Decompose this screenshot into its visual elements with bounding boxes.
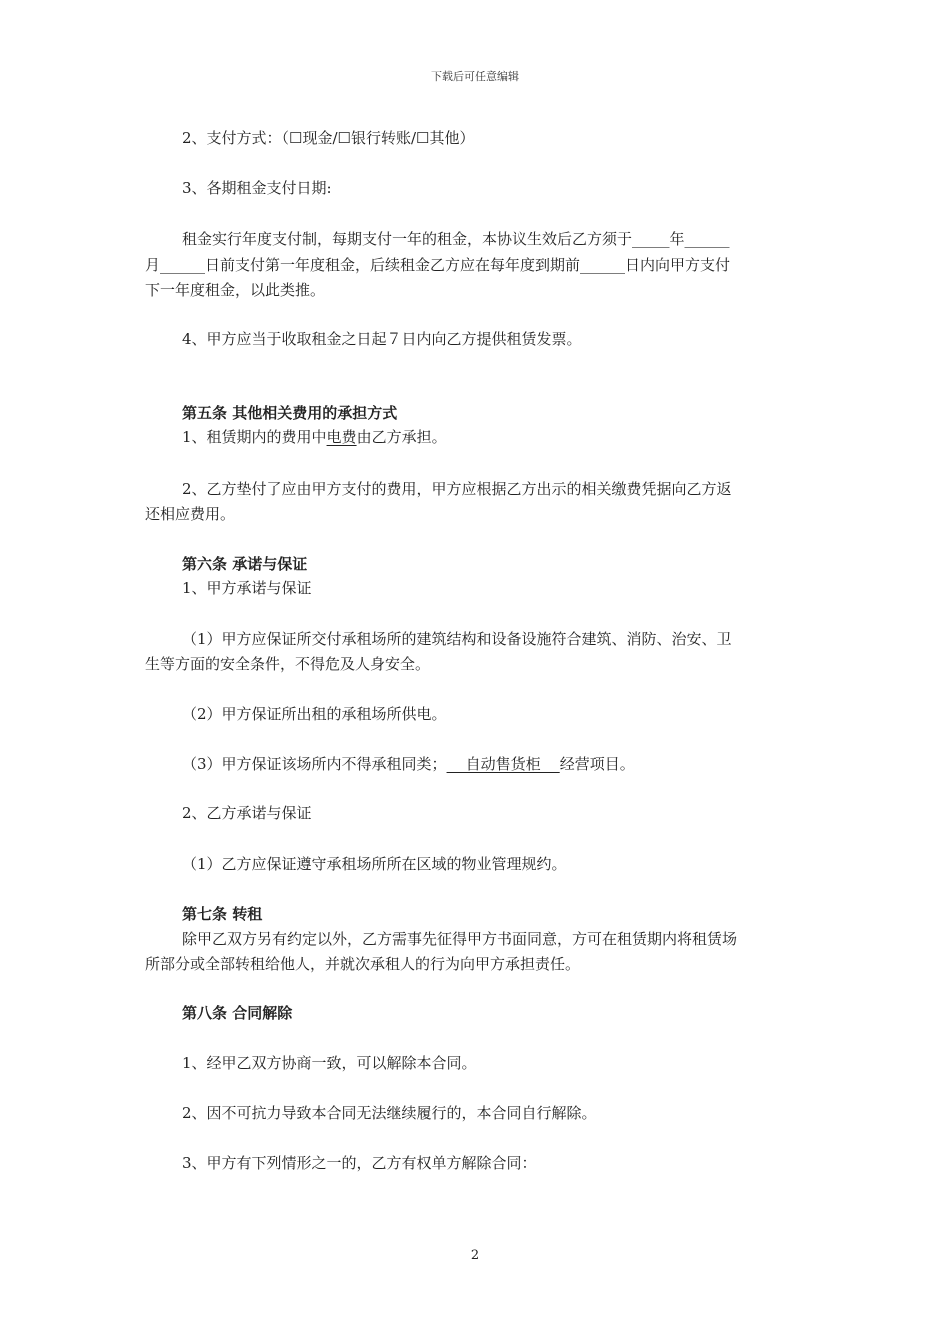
guarantee-3-suffix: 经营项目。 (559, 755, 635, 773)
vending-machine-item: 自动售货柜 (446, 755, 560, 773)
article-5-item-2-line-2: 还相应费用。 (145, 505, 236, 523)
sublease-line-2: 所部分或全部转租给他人，并就次承租人的行为向甲方承担责任。 (145, 955, 581, 973)
article-5-item-1 (182, 424, 842, 450)
payment-date-heading: 3、各期租金支付日期: (182, 179, 332, 197)
payment-method: 2、支付方式：（☐现金/☐银行转账/☐其他） (182, 129, 475, 147)
article-8-heading: 第八条 合同解除 (182, 1004, 293, 1022)
sublease-line-1: 除甲乙双方另有约定以外，乙方需事先征得甲方书面同意，方可在租赁期内将租赁场 (182, 930, 738, 948)
fees-text-before: 1、租赁期内的费用中 (182, 428, 327, 446)
article-5-heading: 第五条 其他相关费用的承担方式 (182, 404, 398, 422)
termination-item-1: 1、经甲乙双方协商一致，可以解除本合同。 (182, 1054, 477, 1072)
page-number: 2 (470, 1248, 480, 1263)
party-b-guarantee-heading: 2、乙方承诺与保证 (182, 804, 312, 822)
party-b-guarantee-1: （1）乙方应保证遵守承租场所所在区域的物业管理规约。 (182, 855, 567, 873)
termination-item-2: 2、因不可抗力导致本合同无法继续履行的，本合同自行解除。 (182, 1104, 597, 1122)
rent-paragraph-line-2: 月______日前支付第一年度租金，后续租金乙方应在每年度到期前______日内向甲方支付 (145, 256, 731, 274)
rent-paragraph-line-3: 下一年度租金，以此类推。 (145, 281, 326, 299)
article-6-heading: 第六条 承诺与保证 (182, 555, 308, 573)
party-a-guarantee-1-line-1: （1）甲方应保证所交付承租场所的建筑结构和设备设施符合建筑、消防、治安、卫 (182, 630, 732, 648)
rent-paragraph-line-1: 租金实行年度支付制，每期支付一年的租金，本协议生效后乙方须于_____年______ (182, 230, 730, 248)
party-a-guarantee-1-line-2: 生等方面的安全条件，不得危及人身安全。 (145, 655, 431, 673)
guarantee-3-text: （3）甲方保证该场所内不得承租同类； (182, 755, 447, 773)
page-header: 下载后可任意编辑 (431, 70, 519, 83)
fees-item-electricity: 电费 (326, 428, 357, 446)
invoice-clause: 4、甲方应当于收取租金之日起７日内向乙方提供租赁发票。 (182, 330, 582, 348)
party-a-guarantee-3 (182, 751, 842, 777)
article-7-heading: 第七条 转租 (182, 905, 263, 923)
party-a-guarantee-heading: 1、甲方承诺与保证 (182, 579, 312, 597)
fees-text-after: 由乙方承担。 (356, 428, 447, 446)
party-a-guarantee-2: （2）甲方保证所出租的承租场所供电。 (182, 705, 447, 723)
article-5-item-2-line-1: 2、乙方垫付了应由甲方支付的费用，甲方应根据乙方出示的相关缴费凭据向乙方返 (182, 480, 732, 498)
termination-item-3: 3、甲方有下列情形之一的，乙方有权单方解除合同： (182, 1154, 537, 1172)
